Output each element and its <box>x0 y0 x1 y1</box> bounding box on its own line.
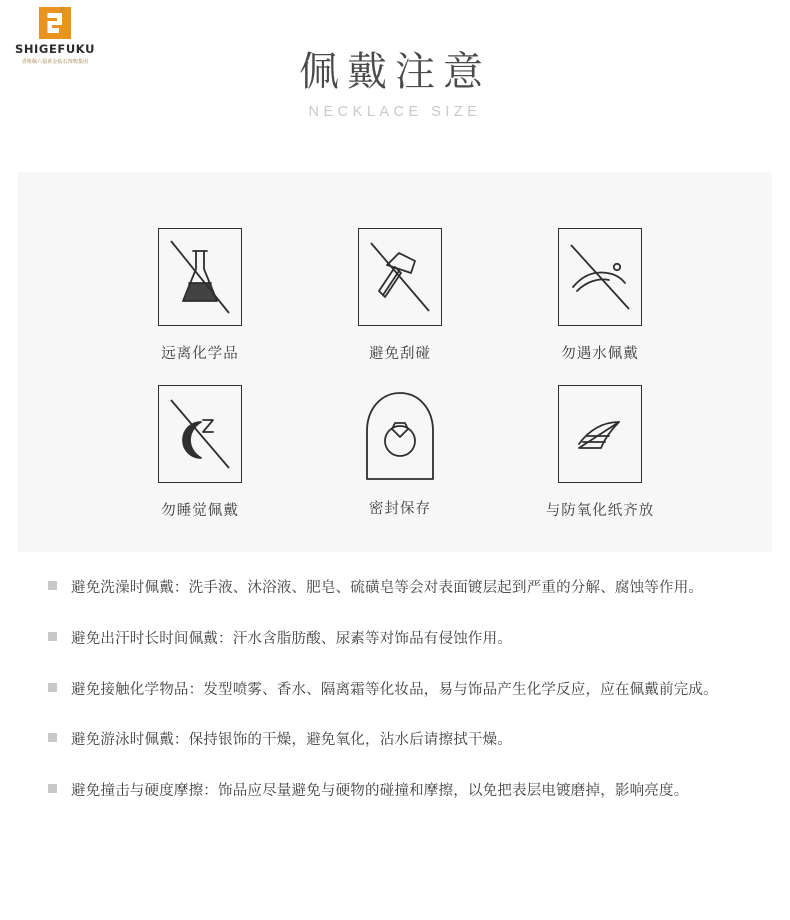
care-notes-list <box>48 575 748 829</box>
anti-oxidation-paper-icon <box>558 385 642 483</box>
hammer-icon <box>358 228 442 326</box>
care-label: 勿遇水佩戴 <box>561 346 639 362</box>
care-label: 与防氧化纸齐放 <box>545 503 655 519</box>
bullet-icon <box>48 581 57 590</box>
care-item-water <box>520 228 680 363</box>
care-item-chemicals <box>120 228 280 363</box>
care-label: 密封保存 <box>369 501 431 517</box>
note-text: 避免游泳时佩戴：保持银饰的干燥，避免氧化，沾水后请擦拭干燥。 <box>71 732 512 749</box>
list-item <box>48 677 748 704</box>
care-item-scratch <box>320 228 480 363</box>
bullet-icon <box>48 733 57 742</box>
sleep-moon-icon <box>158 385 242 483</box>
care-icon-row-1 <box>120 228 680 363</box>
brand-name: SHIGEFUKU <box>14 42 96 56</box>
note-text: 避免出汗时长时间佩戴：汗水含脂肪酸、尿素等对饰品有侵蚀作用。 <box>71 630 512 647</box>
care-label: 避免刮碰 <box>369 346 431 362</box>
page-title: 佩戴注意 <box>299 49 491 95</box>
bullet-icon <box>48 632 57 641</box>
header <box>0 0 790 170</box>
ring-storage-icon <box>359 385 441 481</box>
chemical-flask-icon <box>158 228 242 326</box>
bullet-icon <box>48 784 57 793</box>
care-item-sleep <box>120 385 280 520</box>
list-item <box>48 626 748 653</box>
care-label: 勿睡觉佩戴 <box>161 503 239 519</box>
list-item <box>48 778 748 805</box>
note-text: 避免洗澡时佩戴：洗手液、沐浴液、肥皂、硫磺皂等会对表面镀层起到严重的分解、腐蚀等作用。 <box>71 580 704 596</box>
page-title-block <box>0 48 790 120</box>
list-item <box>48 575 748 602</box>
care-icon-grid <box>120 228 680 520</box>
care-icon-row-2 <box>120 385 680 520</box>
registered-mark: ® <box>59 6 66 14</box>
logo-mark-icon <box>38 6 72 40</box>
bullet-icon <box>48 683 57 692</box>
note-text: 避免撞击与硬度摩擦：饰品应尽量避免与硬物的碰撞和摩擦，以免把表层电镀磨掉，影响亮度。 <box>71 783 689 800</box>
brand-tagline: 香格佩六福黄金钻石饰物集团 <box>21 59 89 65</box>
hand-water-icon <box>558 228 642 326</box>
page-subtitle: NECKLACE SIZE <box>308 104 482 120</box>
list-item <box>48 727 748 754</box>
note-text: 避免接触化学物品：发型喷雾、香水、隔离霜等化妆品，易与饰品产生化学反应，应在佩戴前完成。 <box>71 681 718 698</box>
care-item-sealed-storage <box>320 385 480 520</box>
care-label: 远离化学品 <box>161 346 239 362</box>
care-item-antioxidation-paper <box>520 385 680 520</box>
